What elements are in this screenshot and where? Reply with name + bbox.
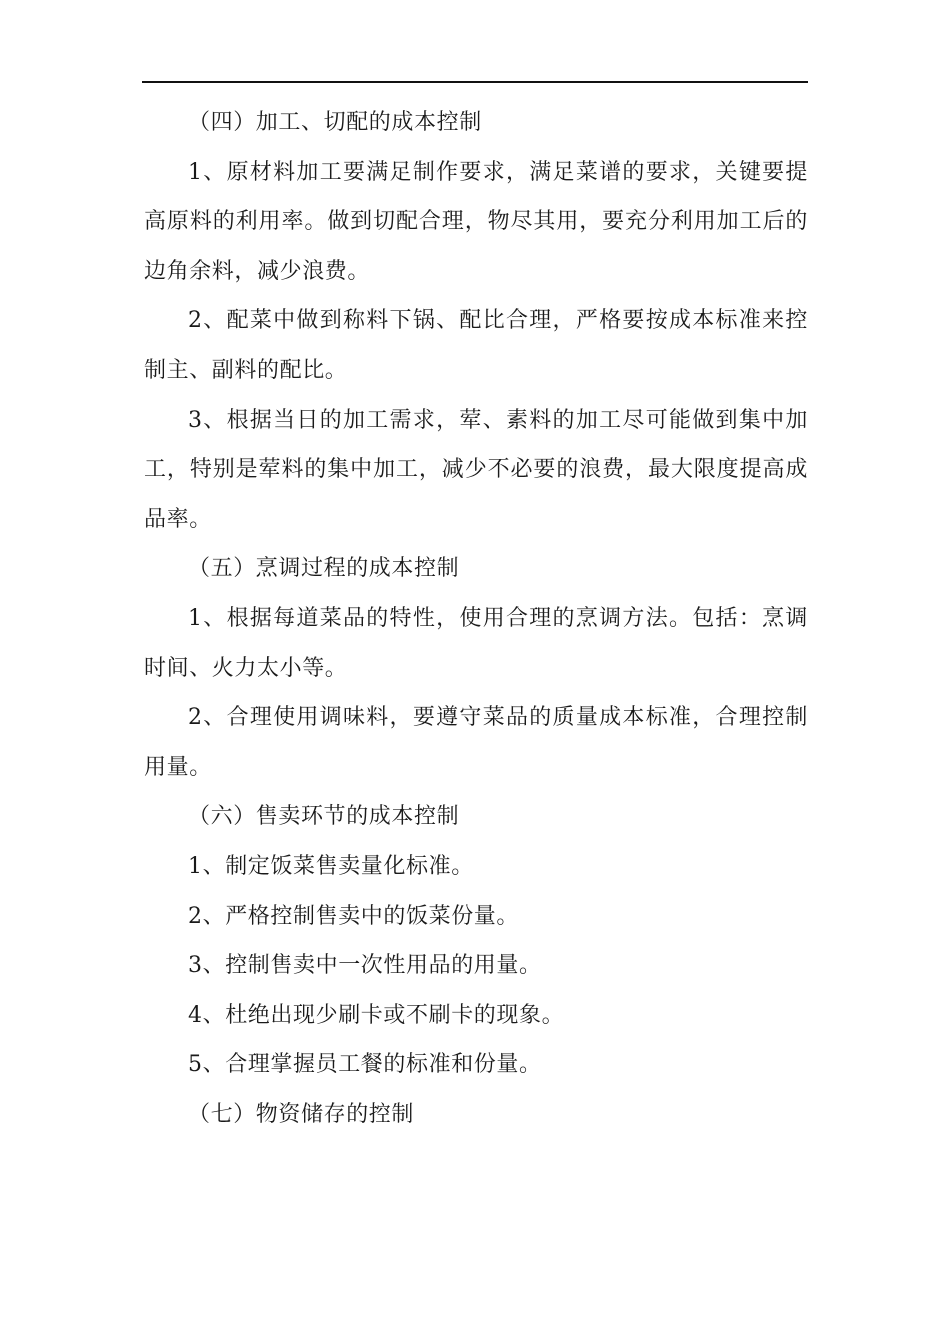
section-heading-7: （七）物资储存的控制 [188, 1101, 415, 1127]
paragraph-item: 2、合理使用调味料，要遵守菜品的质量成本标准，合理控制用量。 [144, 705, 808, 780]
paragraph-item: 5、合理掌握员工餐的标准和份量。 [188, 1052, 542, 1078]
header-rule [142, 81, 808, 83]
paragraph-item: 2、严格控制售卖中的饭菜份量。 [188, 903, 519, 929]
paragraph-item: 3、根据当日的加工需求，荤、素料的加工尽可能做到集中加工，特别是荤料的集中加工，减少不必要的浪费，最大限度提高成品率。 [144, 407, 808, 532]
document-body [144, 98, 808, 1139]
paragraph-item: 1、根据每道菜品的特性，使用合理的烹调方法。包括：烹调时间、火力太小等。 [144, 605, 808, 681]
paragraph-item: 1、原材料加工要满足制作要求，满足菜谱的要求，关键要提高原料的利用率。做到切配合理，物尽其用，要充分利用加工后的边角余料，减少浪费。 [144, 159, 808, 284]
paragraph-item: 1、制定饭菜售卖量化标准。 [188, 853, 474, 879]
paragraph-item: 4、杜绝出现少刷卡或不刷卡的现象。 [188, 1002, 565, 1028]
paragraph-item: 2、配菜中做到称料下锅、配比合理，严格要按成本标准来控制主、副料的配比。 [144, 308, 808, 383]
section-heading-6: （六）售卖环节的成本控制 [188, 804, 460, 830]
section-heading-5: （五）烹调过程的成本控制 [188, 556, 460, 582]
paragraph-item: 3、控制售卖中一次性用品的用量。 [188, 953, 542, 979]
section-heading-4: （四）加工、切配的成本控制 [188, 110, 482, 135]
